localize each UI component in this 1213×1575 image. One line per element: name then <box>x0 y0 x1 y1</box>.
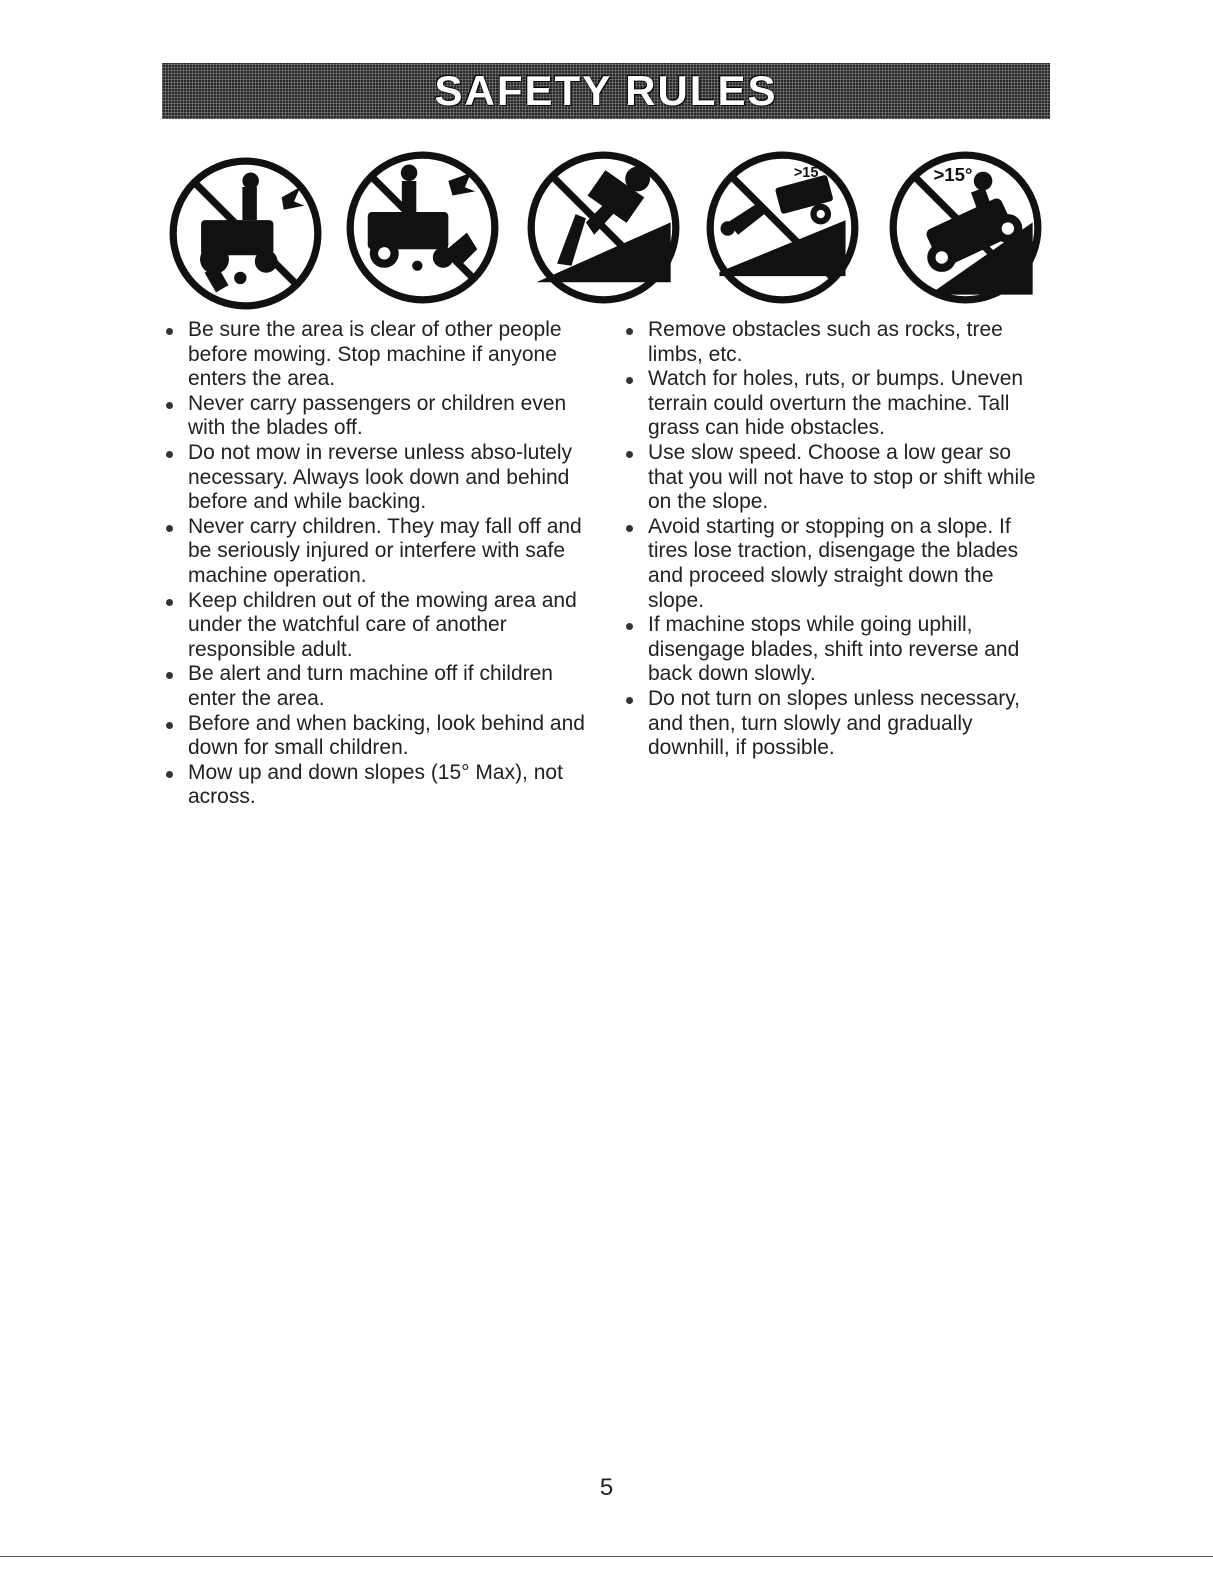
slope-limit-label: >15° <box>933 164 973 185</box>
no-bystanders-icon <box>168 156 323 311</box>
list-item: Remove obstacles such as rocks, tree limbs, etc. <box>620 318 1050 367</box>
list-item: Be alert and turn machine off if children enter the area. <box>160 662 590 711</box>
safety-rules-list <box>620 318 1050 761</box>
slope-limit-label: >15° <box>793 164 825 181</box>
list-item: Avoid starting or stopping on a slope. If tires lose traction, disengage the blades and proceed slowly straight down the slope. <box>620 515 1050 613</box>
right-rules-column <box>620 318 1050 761</box>
list-item: If machine stops while going uphill, disengage blades, shift into reverse and back down slowly. <box>620 613 1050 687</box>
list-item: Do not turn on slopes unless necessary, and then, turn slowly and gradually downhill, if possible. <box>620 687 1050 761</box>
list-item: Do not mow in reverse unless abso-lutely necessary. Always look down and behind before and while backing. <box>160 441 590 515</box>
list-item: Use slow speed. Choose a low gear so that you will not have to stop or shift while on the slope. <box>620 441 1050 515</box>
list-item: Keep children out of the mowing area and under the watchful care of another responsible adult. <box>160 589 590 663</box>
list-item: Never carry children. They may fall off and be seriously injured or interfere with safe machine operation. <box>160 515 590 589</box>
footer-divider <box>0 1556 1213 1557</box>
prohibition-icons-row <box>168 150 1048 310</box>
list-item: Mow up and down slopes (15° Max), not across. <box>160 761 590 810</box>
safety-rules-list <box>160 318 590 810</box>
no-slope-over-15-icon <box>705 150 860 305</box>
list-item: Be sure the area is clear of other people before mowing. Stop machine if anyone enters the area. <box>160 318 590 392</box>
no-passengers-icon <box>345 150 500 305</box>
no-steep-slope-icon <box>888 150 1043 305</box>
page-number: 5 <box>599 1474 614 1501</box>
list-item: Never carry passengers or children even with the blades off. <box>160 392 590 441</box>
left-rules-column <box>160 318 590 810</box>
list-item: Watch for holes, ruts, or bumps. Uneven terrain could overturn the machine. Tall grass can hide obstacles. <box>620 367 1050 441</box>
section-header-banner <box>162 63 1050 119</box>
list-item: Before and when backing, look behind and down for small children. <box>160 712 590 761</box>
section-title: SAFETY RULES <box>434 67 778 114</box>
no-tipping-icon <box>526 150 681 305</box>
